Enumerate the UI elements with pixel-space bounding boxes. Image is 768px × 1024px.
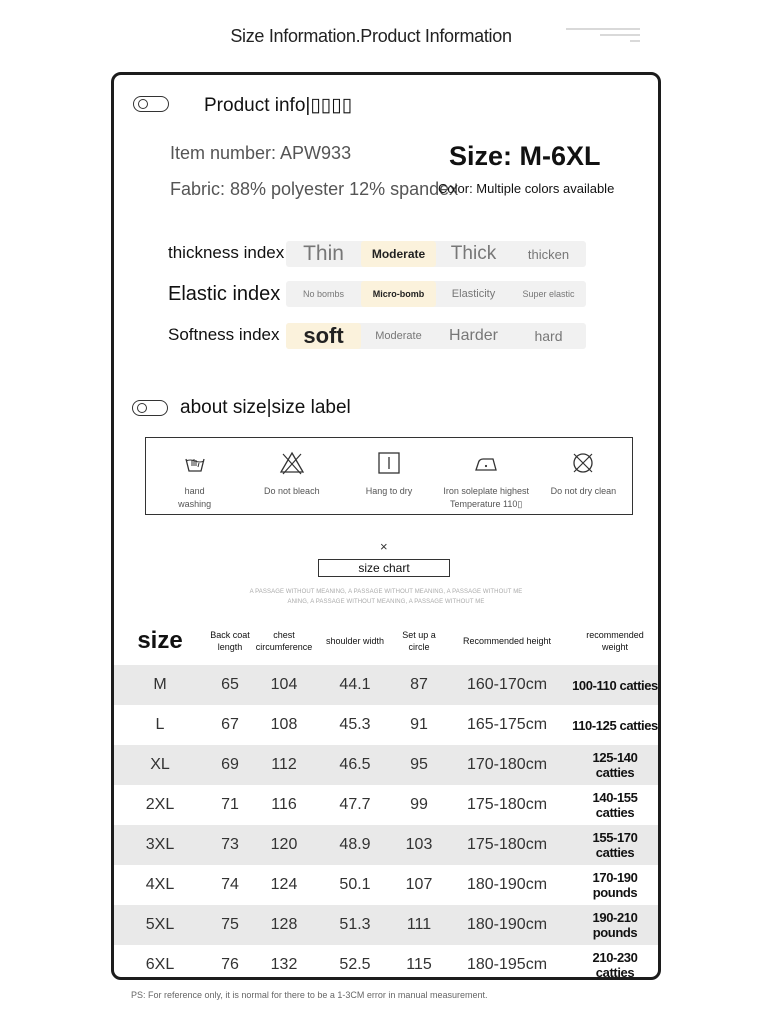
table-cell: 5XL: [114, 905, 206, 945]
index-scale: [286, 241, 586, 267]
table-row: [114, 665, 658, 705]
table-cell: 120: [254, 825, 314, 865]
table-cell: 125-140 catties: [572, 745, 658, 785]
table-cell: 108: [270, 716, 298, 733]
care-item: [438, 438, 535, 514]
index-option: Moderate: [361, 241, 436, 267]
table-cell: 111: [396, 905, 442, 945]
table-cell: 180-190cm: [466, 876, 548, 893]
column-header: chest circumference: [255, 630, 313, 652]
table-cell: 47.7: [339, 796, 371, 813]
column-header: Back coat length: [210, 630, 250, 652]
table-cell: 6XL: [145, 956, 175, 973]
column-header: recommended weight: [586, 630, 644, 652]
table-cell: 170-180cm: [442, 745, 572, 785]
table-cell: 87: [396, 665, 442, 705]
table-cell: 69: [206, 745, 254, 785]
iron-icon: [473, 450, 499, 481]
index-option: Micro-bomb: [361, 281, 436, 307]
care-label: Iron soleplate highest Temperature 110▯: [443, 486, 529, 509]
table-cell: 124: [270, 876, 298, 893]
table-row: [114, 825, 658, 865]
index-option: soft: [286, 323, 361, 349]
table-cell: 67: [221, 716, 239, 733]
table-cell: 155-170 catties: [572, 825, 658, 865]
index-option: Thick: [450, 243, 497, 264]
care-item: [146, 438, 243, 514]
hand-wash-icon: [182, 450, 208, 481]
table-cell: 180-190cm: [442, 905, 572, 945]
footnote: PS: For reference only, it is normal for there to be a 1-3CM error in manual measurement.: [131, 990, 488, 1000]
table-cell: 51.3: [314, 905, 396, 945]
index-option: Harder: [449, 327, 498, 344]
care-item: [243, 438, 340, 514]
table-cell: 115: [406, 956, 432, 973]
table-cell: 210-230 catties: [592, 950, 638, 980]
table-cell: 75: [206, 905, 254, 945]
table-cell: 190-210 pounds: [572, 905, 658, 945]
item-number: Item number: APW933: [170, 143, 352, 163]
product-info-title: Product info|▯▯▯▯: [204, 95, 353, 116]
table-cell: 45.3: [339, 716, 371, 733]
table-cell: 91: [410, 716, 428, 733]
index-scale: [286, 281, 586, 307]
fabric: Fabric: 88% polyester 12% spandex: [170, 179, 459, 199]
table-cell: 128: [254, 905, 314, 945]
table-cell: 140-155 catties: [592, 790, 638, 820]
care-label: Do not dry clean: [550, 486, 617, 496]
table-cell: 3XL: [114, 825, 206, 865]
color-info: Color: Multiple colors available: [438, 181, 615, 196]
table-cell: 110-125 catties: [572, 717, 658, 733]
table-cell: 104: [254, 665, 314, 705]
table-row: [114, 945, 658, 980]
toggle-icon: [132, 400, 168, 416]
index-label: thickness index: [168, 243, 285, 262]
index-label: Softness index: [168, 325, 280, 344]
index-option: Super elastic: [522, 288, 575, 299]
index-label: Elastic index: [168, 283, 281, 305]
filler-text: A PASSAGE WITHOUT MEANING, A PASSAGE WITHOUT MEANING, A PASSAGE WITHOUT ME: [249, 589, 523, 595]
size-label-title: about size|size label: [180, 397, 351, 418]
table-cell: 76: [221, 956, 239, 973]
care-label: Hang to dry: [365, 486, 413, 496]
index-option: Moderate: [375, 330, 422, 342]
do-not-bleach-icon: [279, 450, 305, 481]
table-row: [114, 865, 658, 905]
size-table-header: [114, 617, 658, 665]
table-cell: 52.5: [339, 956, 371, 973]
brand-logo: [566, 24, 646, 58]
table-cell: 44.1: [314, 665, 396, 705]
care-label: Do not bleach: [264, 486, 320, 496]
table-cell: 2XL: [145, 796, 175, 813]
size-chart-heading: size chart: [318, 559, 450, 577]
table-cell: 180-195cm: [466, 956, 548, 973]
table-cell: 175-180cm: [442, 825, 572, 865]
table-row: [114, 905, 658, 945]
table-cell: 74: [221, 876, 239, 893]
close-icon: ×: [380, 539, 388, 554]
table-cell: 107: [405, 876, 433, 893]
index-option: No bombs: [302, 289, 345, 299]
table-cell: 100-110 catties: [572, 665, 658, 705]
table-cell: M: [114, 665, 206, 705]
table-cell: 165-175cm: [466, 716, 548, 733]
table-row: [114, 745, 658, 785]
table-cell: 65: [206, 665, 254, 705]
column-header: Set up a circle: [402, 630, 436, 652]
care-label-box: [145, 437, 633, 515]
care-item: [340, 438, 437, 514]
index-option: thicken: [527, 246, 570, 262]
table-cell: 95: [396, 745, 442, 785]
table-cell: 160-170cm: [442, 665, 572, 705]
table-cell: 50.1: [339, 876, 371, 893]
table-cell: 71: [221, 796, 239, 813]
column-header: shoulder width: [325, 636, 385, 646]
index-scale: [286, 323, 586, 349]
table-cell: 103: [396, 825, 442, 865]
toggle-icon: [133, 96, 169, 112]
table-row: [114, 705, 658, 745]
column-header: Recommended height: [462, 636, 552, 646]
table-cell: 48.9: [314, 825, 396, 865]
size-table: [114, 617, 658, 980]
column-header: size: [137, 627, 183, 654]
table-row: [114, 785, 658, 825]
table-cell: 132: [270, 956, 298, 973]
index-option: hard: [534, 328, 563, 344]
table-cell: 116: [271, 796, 297, 813]
table-cell: 170-190 pounds: [592, 870, 638, 900]
product-info-card: [111, 72, 661, 980]
table-cell: 4XL: [145, 876, 175, 893]
table-cell: 99: [410, 796, 428, 813]
table-cell: XL: [114, 745, 206, 785]
hang-to-dry-icon: [376, 450, 402, 481]
table-cell: 175-180cm: [466, 796, 548, 813]
filler-text: ANING, A PASSAGE WITHOUT MEANING, A PASSAGE WITHOUT ME: [287, 599, 485, 605]
care-label: hand washing: [178, 486, 212, 509]
table-cell: 112: [254, 745, 314, 785]
table-cell: L: [155, 716, 165, 733]
table-cell: 73: [206, 825, 254, 865]
care-item: [535, 438, 632, 514]
index-option: Elasticity: [451, 288, 496, 300]
size-range: Size: M-6XL: [449, 141, 601, 171]
table-cell: 46.5: [314, 745, 396, 785]
index-option: Thin: [303, 242, 344, 265]
do-not-dry-clean-icon: [570, 450, 596, 481]
page-title: Size Information.Product Information: [230, 26, 512, 46]
